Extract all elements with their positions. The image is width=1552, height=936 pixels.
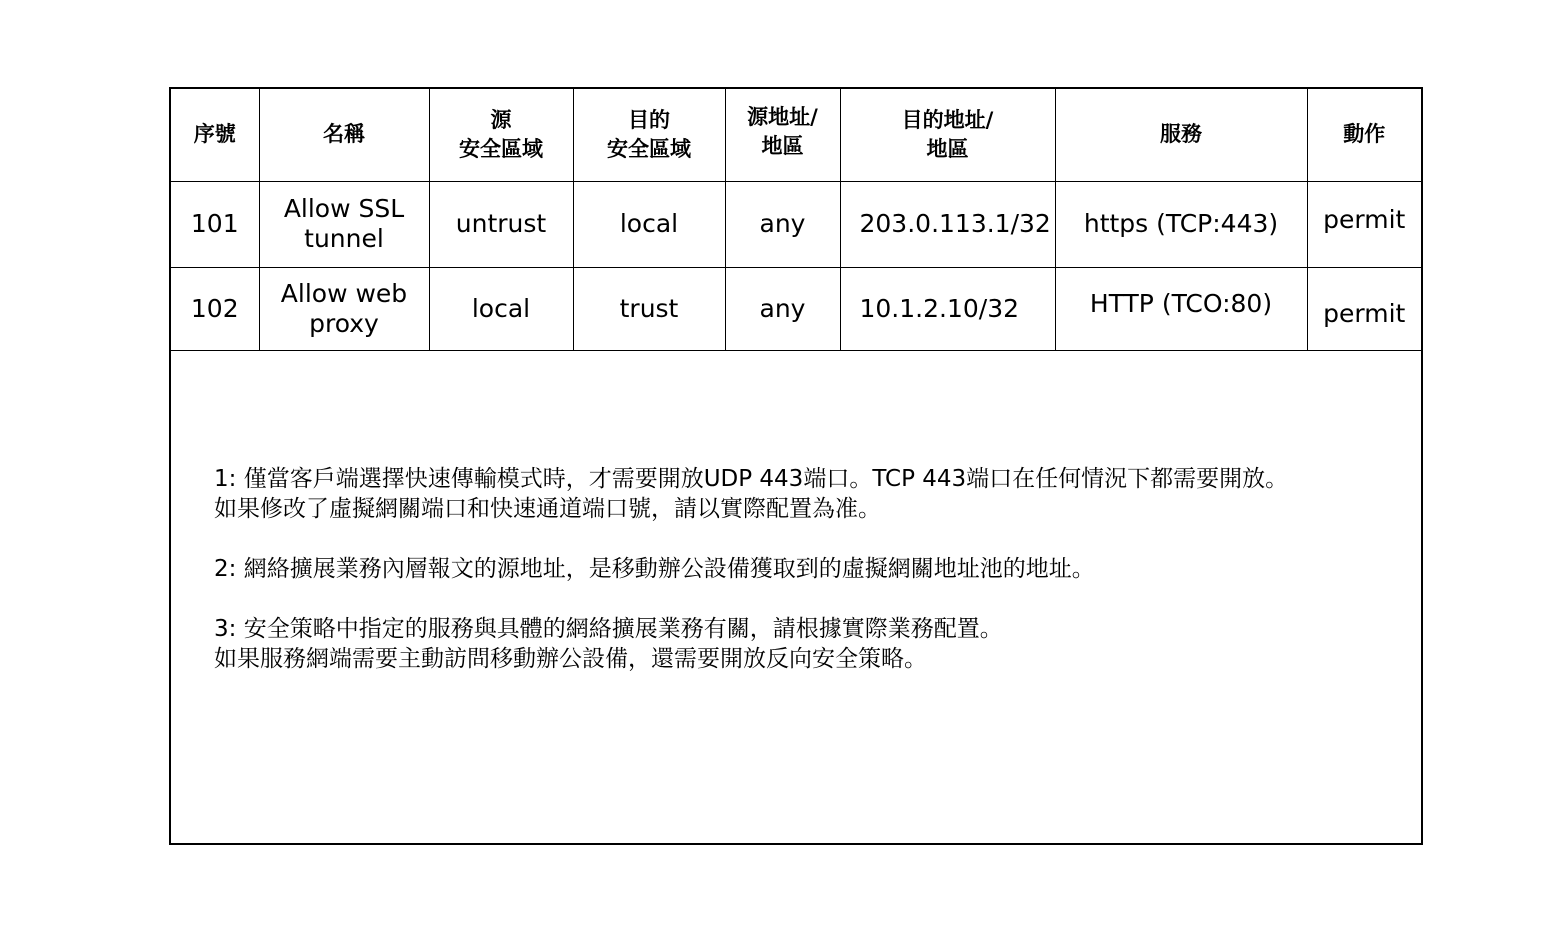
table-header-row — [171, 89, 1421, 181]
cell-destination-zone: local — [573, 181, 725, 267]
header-destination-zone: 目的 安全區域 — [573, 89, 725, 181]
cell-name: Allow web proxy — [259, 267, 429, 350]
cell-service: HTTP (TCO:80) — [1055, 267, 1307, 350]
cell-source-zone: local — [429, 267, 573, 350]
note-3 — [214, 614, 1414, 674]
note-text: 如果修改了虛擬網關端口和快速通道端口號，請以實際配置為准。 — [214, 496, 881, 522]
cell-action: permit — [1307, 181, 1421, 267]
note-1 — [214, 464, 1414, 524]
cell-id: 102 — [171, 267, 259, 350]
note-text: 1: 僅當客戶端選擇快速傳輸模式時，才需要開放UDP 443端口。TCP 443端口在任何情況下都需要開放。 — [214, 466, 1289, 492]
policy-document-frame — [169, 87, 1423, 845]
note-2 — [214, 554, 1414, 584]
header-id: 序號 — [171, 89, 259, 181]
cell-id: 101 — [171, 181, 259, 267]
table-row — [171, 181, 1421, 267]
cell-source-address: any — [725, 181, 840, 267]
header-service: 服務 — [1055, 89, 1307, 181]
header-source-zone: 源 安全區域 — [429, 89, 573, 181]
cell-destination-zone: trust — [573, 267, 725, 350]
cell-destination-address: 10.1.2.10/32 — [840, 267, 1055, 350]
note-text: 3: 安全策略中指定的服務與具體的網絡擴展業務有關，請根據實際業務配置。 — [214, 616, 1003, 642]
header-source-address: 源地址/ 地區 — [725, 89, 840, 181]
cell-service: https (TCP:443) — [1055, 181, 1307, 267]
table-row — [171, 267, 1421, 350]
cell-action: permit — [1307, 267, 1421, 350]
header-action: 動作 — [1307, 89, 1421, 181]
header-name: 名稱 — [259, 89, 429, 181]
cell-source-address: any — [725, 267, 840, 350]
cell-name: Allow SSL tunnel — [259, 181, 429, 267]
cell-source-zone: untrust — [429, 181, 573, 267]
security-policy-table — [171, 89, 1421, 351]
notes-section — [214, 464, 1414, 704]
note-text: 如果服務網端需要主動訪問移動辦公設備，還需要開放反向安全策略。 — [214, 646, 927, 672]
note-text: 2: 網絡擴展業務內層報文的源地址，是移動辦公設備獲取到的虛擬網關地址池的地址。 — [214, 556, 1095, 582]
cell-destination-address: 203.0.113.1/32 — [840, 181, 1055, 267]
header-destination-address: 目的地址/ 地區 — [840, 89, 1055, 181]
